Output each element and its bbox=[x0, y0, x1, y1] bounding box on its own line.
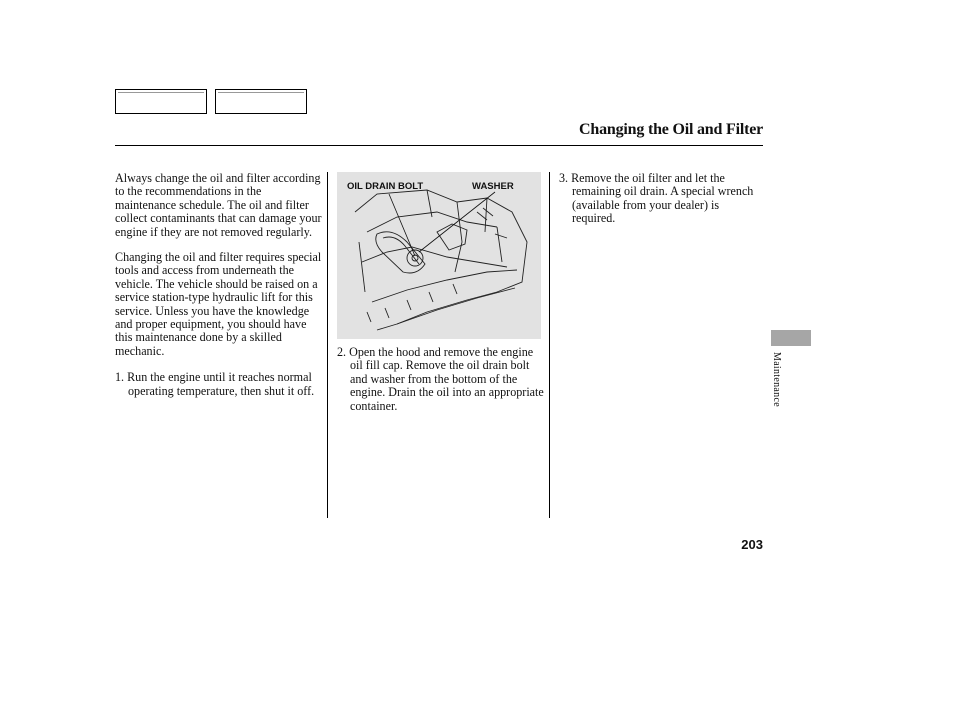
oil-drain-illustration bbox=[337, 172, 541, 339]
column-left bbox=[115, 172, 323, 398]
page-number: 203 bbox=[741, 537, 763, 552]
column-divider bbox=[327, 172, 328, 518]
section-tab[interactable] bbox=[771, 330, 811, 346]
intro-paragraph-1: Always change the oil and filter according to the recommendations in the maintenance schedule. The oil and filter collect contaminants that can damage your engine if they are not removed regularly. bbox=[115, 171, 322, 239]
nav-button-bevel bbox=[218, 92, 304, 111]
oil-drain-bolt-label: OIL DRAIN BOLT bbox=[347, 181, 424, 192]
page-title: Changing the Oil and Filter bbox=[579, 121, 763, 138]
index-nav-button[interactable] bbox=[215, 89, 307, 114]
column-right bbox=[559, 172, 754, 226]
washer-label: WASHER bbox=[472, 181, 514, 192]
contents-nav-button[interactable] bbox=[115, 89, 207, 114]
title-rule bbox=[115, 145, 763, 146]
column-divider bbox=[549, 172, 550, 518]
step-1: 1. Run the engine until it reaches normal operating temperature, then shut it off. bbox=[115, 370, 315, 398]
intro-paragraph-2: Changing the oil and filter requires special tools and access from underneath the vehicle. The vehicle should be raised on a service station-type hydraulic lift for this service. Unless you have the knowledge and proper equipment, you should have this maintenance done by a skilled mechanic. bbox=[115, 250, 322, 358]
column-middle bbox=[337, 346, 544, 413]
nav-button-bevel bbox=[118, 92, 204, 111]
engine-underside-drawing bbox=[337, 172, 541, 339]
step-3: 3. Remove the oil filter and let the remaining oil drain. A special wrench (available from your dealer) is required. bbox=[559, 171, 754, 226]
section-label: Maintenance bbox=[771, 352, 782, 407]
step-2: 2. Open the hood and remove the engine oil fill cap. Remove the oil drain bolt and washer from the bottom of the engine. Drain the oil into an appropriate container. bbox=[337, 345, 544, 413]
